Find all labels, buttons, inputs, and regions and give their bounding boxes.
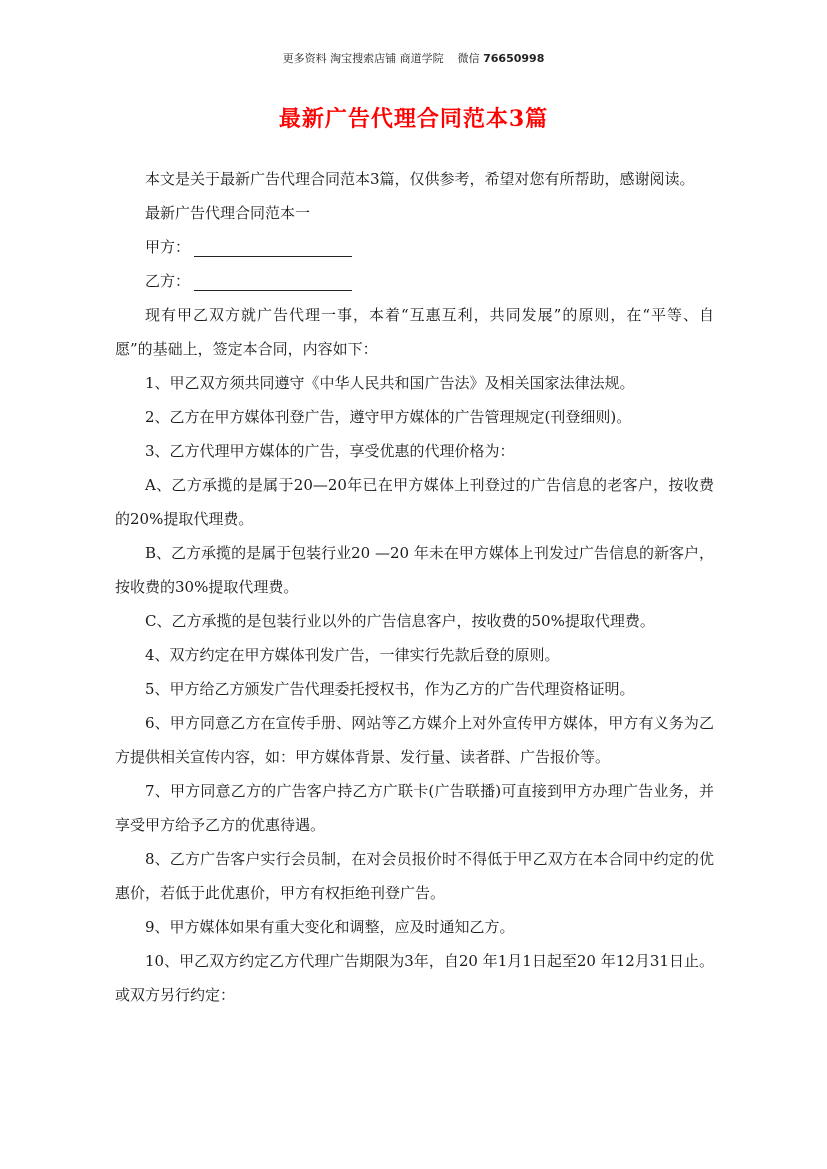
page-header xyxy=(0,50,827,66)
party-b-label: 乙方： xyxy=(145,272,191,290)
document-title: 最新广告代理合同范本3篇 xyxy=(278,106,549,132)
wechat-number: 76650998 xyxy=(483,52,545,65)
party-b-line xyxy=(115,264,714,298)
document-body xyxy=(115,162,714,1012)
clause-6: 6、甲方同意乙方在宣传手册、网站等乙方媒介上对外宣传甲方媒体，甲方有义务为乙方提供相关宣传内容，如：甲方媒体背景、发行量、读者群、广告报价等。 xyxy=(115,714,714,766)
clause-3: 3、乙方代理甲方媒体的广告，享受优惠的代理价格为： xyxy=(145,442,515,460)
party-b-blank[interactable] xyxy=(194,270,352,291)
clause-4: 4、双方约定在甲方媒体刊发广告，一律实行先款后登的原则。 xyxy=(145,646,560,664)
clause-5: 5、甲方给乙方颁发广告代理委托授权书，作为乙方的广告代理资格证明。 xyxy=(145,680,635,698)
clause-3a: A、乙方承揽的是属于20—20年已在甲方媒体上刊登过的广告信息的老客户，按收费的20%提取代理费。 xyxy=(115,476,714,528)
intro-paragraph: 本文是关于最新广告代理合同范本3篇，仅供参考，希望对您有所帮助，感谢阅读。 xyxy=(145,170,695,188)
clause-2: 2、乙方在甲方媒体刊登广告，遵守甲方媒体的广告管理规定(刊登细则)。 xyxy=(145,408,632,426)
clause-7: 7、甲方同意乙方的广告客户持乙方广联卡(广告联播)可直接到甲方办理广告业务，并享受甲方给予乙方的优惠待遇。 xyxy=(115,782,714,834)
header-text: 更多资料 淘宝搜索店铺 商道学院 xyxy=(282,52,444,65)
party-a-line xyxy=(115,230,714,264)
clause-10: 10、甲乙双方约定乙方代理广告期限为3年，自20 年1月1日起至20 年12月31日止。或双方另行约定： xyxy=(115,952,714,1004)
party-a-blank[interactable] xyxy=(194,236,352,257)
clause-3b: B、乙方承揽的是属于包装行业20 —20 年未在甲方媒体上刊发过广告信息的新客户，按收费的30%提取代理费。 xyxy=(115,544,714,596)
clause-8: 8、乙方广告客户实行会员制，在对会员报价时不得低于甲乙双方在本合同中约定的优惠价，若低于此优惠价，甲方有权拒绝刊登广告。 xyxy=(115,850,714,902)
wechat-label: 微信 xyxy=(457,52,480,65)
clause-preamble: 现有甲乙双方就广告代理一事，本着“互惠互利，共同发展”的原则，在“平等、自愿”的基础上，签定本合同，内容如下： xyxy=(115,306,714,358)
clause-3c: C、乙方承揽的是包装行业以外的广告信息客户，按收费的50%提取代理费。 xyxy=(145,612,655,630)
clause-9: 9、甲方媒体如果有重大变化和调整，应及时通知乙方。 xyxy=(145,918,515,936)
section-heading: 最新广告代理合同范本一 xyxy=(145,204,311,222)
clause-1: 1、甲乙双方须共同遵守《中华人民共和国广告法》及相关国家法律法规。 xyxy=(145,374,635,392)
party-a-label: 甲方： xyxy=(145,238,191,256)
